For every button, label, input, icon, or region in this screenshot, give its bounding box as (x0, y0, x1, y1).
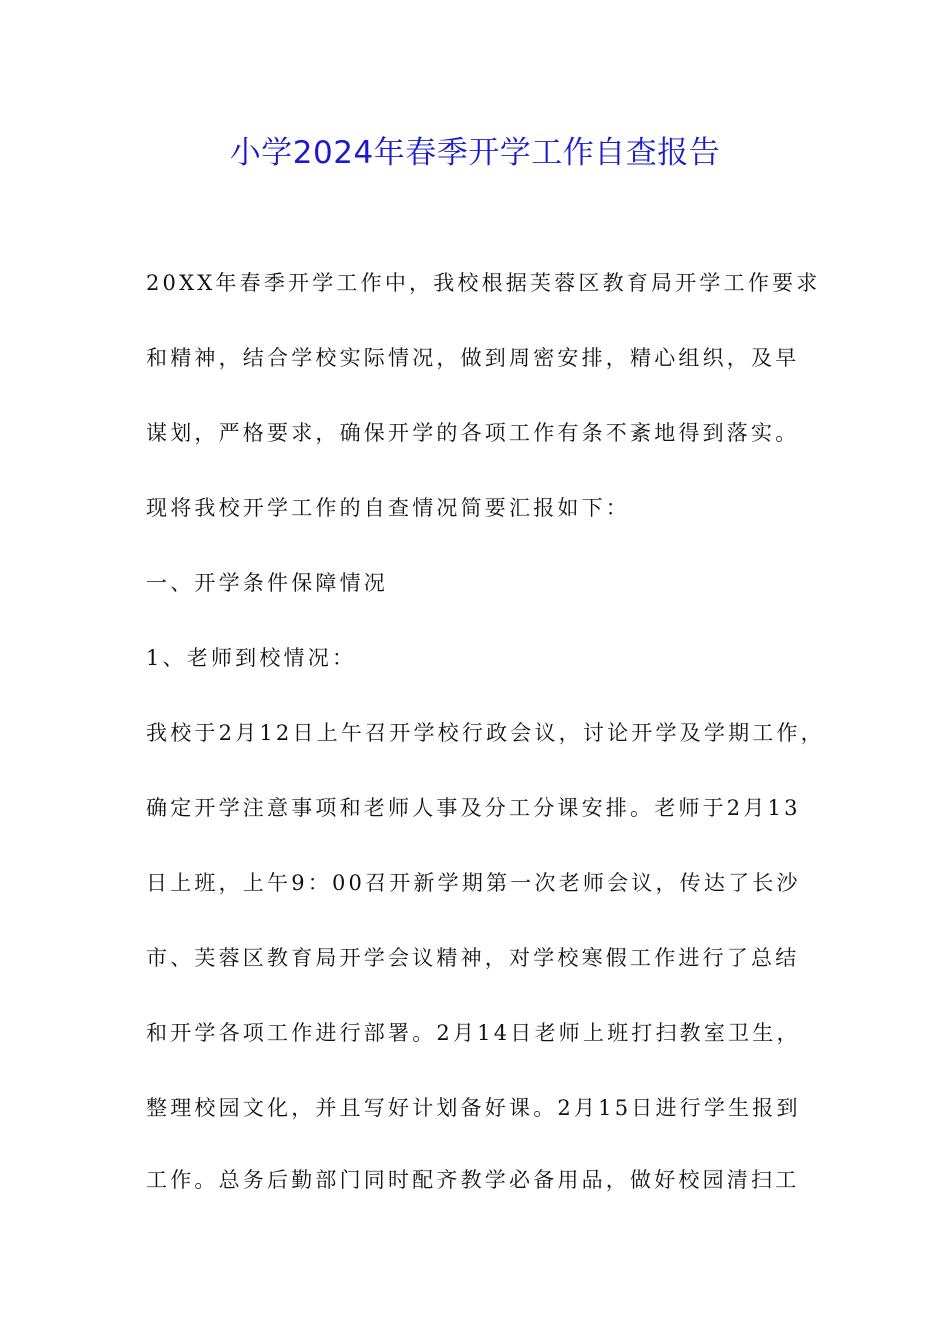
body-line-8: 确定开学注意事项和老师人事及分工分课安排。老师于2月13 (146, 796, 801, 820)
body-line-10: 市、芙蓉区教育局开学会议精神，对学校寒假工作进行了总结 (146, 946, 800, 970)
body-line-4: 现将我校开学工作的自查情况简要汇报如下： (146, 496, 630, 520)
body-line-11: 和开学各项工作进行部署。2月14日老师上班打扫教室卫生， (146, 1021, 801, 1045)
body-line-9: 日上班，上午9：00召开新学期第一次老师会议，传达了长沙 (146, 871, 801, 895)
section-heading-1: 一、开学条件保障情况 (146, 571, 388, 595)
document-title: 小学2024年春季开学工作自查报告 (229, 135, 721, 171)
body-line-1: 20XX年春季开学工作中，我校根据芙蓉区教育局开学工作要求 (146, 271, 821, 295)
body-line-3: 谋划，严格要求，确保开学的各项工作有条不紊地得到落实。 (146, 421, 800, 445)
body-line-13: 工作。总务后勤部门同时配齐教学必备用品，做好校园清扫工 (146, 1168, 800, 1192)
body-line-7: 我校于2月12日上午召开学校行政会议，讨论开学及学期工作， (146, 721, 825, 745)
body-line-12: 整理校园文化，并且写好计划备好课。2月15日进行学生报到 (146, 1096, 801, 1120)
subsection-heading-1: 1、老师到校情况： (146, 646, 357, 670)
body-line-2: 和精神，结合学校实际情况，做到周密安排，精心组织，及早 (146, 346, 800, 370)
